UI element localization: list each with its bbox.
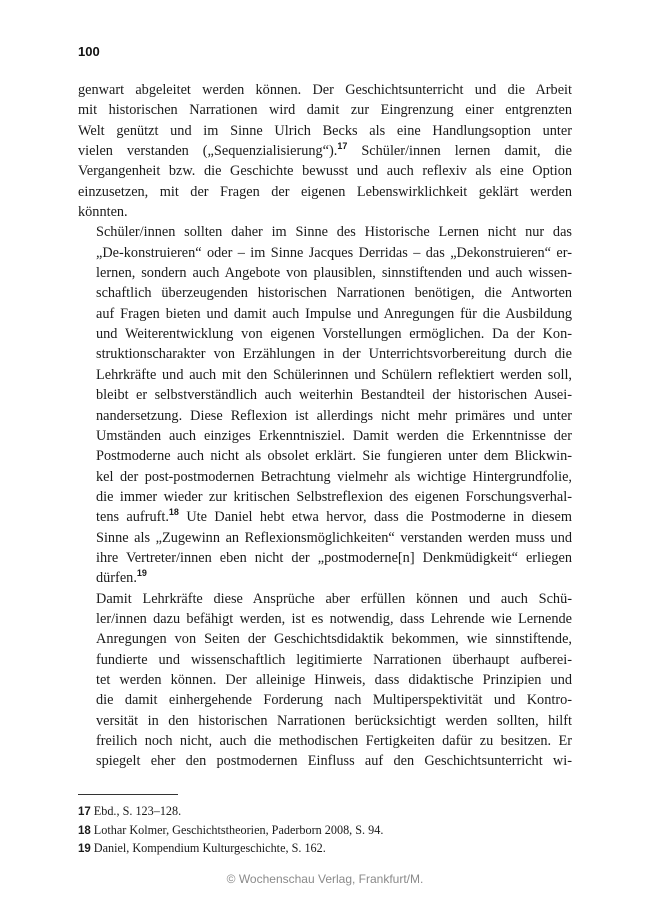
text-line: [78, 202, 572, 222]
paragraph: [78, 589, 572, 772]
text-run: dürfen.: [96, 570, 137, 587]
text-line: [78, 568, 572, 588]
paragraph: [78, 80, 572, 222]
text-run: Ute Daniel hebt etwa hervor, dass die Postmoderne in diesem: [178, 509, 572, 526]
text-run: die immer wieder zur kritischen Selbstreflexion des eigenen Forschungsverhal-: [96, 488, 572, 505]
text-line: [78, 385, 572, 405]
text-line: [78, 263, 572, 283]
text-run: Damit Lehrkräfte diese Ansprüche aber erfüllen können und auch Schü-: [96, 590, 572, 607]
text-line: [78, 731, 572, 751]
text-line: [78, 344, 572, 364]
page-number: 100: [78, 44, 100, 59]
text-run: Schüler/innen lernen damit, die: [347, 143, 572, 160]
footnote-number: 17: [78, 806, 91, 818]
text-line: [78, 650, 572, 670]
footnote-reference[interactable]: 18: [168, 507, 179, 518]
text-line: [78, 751, 572, 771]
footnote-number: 18: [78, 824, 91, 837]
text-run: ihre Vertreter/innen eben nicht der „postmoderne[n] Denkmüdigkeit“ erliegen: [96, 549, 572, 566]
text-run: tens aufruft.: [96, 509, 169, 526]
text-run: könnten.: [78, 204, 128, 221]
text-line: [78, 548, 572, 568]
text-run: spiegelt eher den postmodernen Einfluss auf den Geschichtsunterricht wi-: [96, 753, 572, 770]
text-run: lernen, sondern auch Angebote von plausiblen, sinnstiftenden und auch wissen-: [96, 265, 572, 282]
paragraph: [78, 222, 572, 588]
text-run: kel der post-postmodernen Betrachtung vielmehr als wichtige Hintergrundfolie,: [96, 468, 572, 485]
text-run: Welt genützt und im Sinne Ulrich Becks als eine Handlungsoption unter: [78, 122, 572, 139]
text-run: tet werden können. Der alleinige Hinweis, dass didaktische Prinzipien und: [96, 671, 572, 688]
text-line: [78, 426, 572, 446]
text-line: [78, 487, 572, 507]
text-line: [78, 467, 572, 487]
footnote-text: Daniel, Kompendium Kulturgeschichte, S. 162.: [93, 841, 326, 855]
text-line: [78, 121, 572, 141]
text-line: [78, 222, 572, 242]
text-run: Vergangenheit bzw. die Geschichte bewusst und auch reflexiv als eine Option: [78, 163, 572, 180]
text-run: nandersetzung. Diese Reflexion ist allerdings nicht mehr primäres und unter: [96, 407, 572, 424]
copyright-notice: © Wochenschau Verlag, Frankfurt/M.: [226, 872, 424, 886]
text-line: [78, 141, 572, 161]
footnote-reference[interactable]: 17: [337, 141, 348, 152]
text-line: [78, 629, 572, 649]
text-run: Postmoderne auch nicht als obsolet erklärt. Sie fungieren unter dem Blickwin-: [96, 448, 572, 465]
footnote-reference[interactable]: 19: [136, 568, 147, 579]
text-run: mit historischen Narrationen wird damit zur Eingrenzung einer entgrenzten: [78, 102, 572, 119]
text-line: [78, 446, 572, 466]
footnotes: [78, 803, 572, 859]
text-run: ler/innen dazu befähigt werden, ist es notwendig, dass Lehrende wie Lernende: [96, 610, 572, 627]
text-run: die damit einhergehende Forderung nach Multiperspektivität und Kontro-: [96, 692, 572, 709]
text-run: Lehrkräfte und auch mit den Schülerinnen und Schülern reflektiert werden soll,: [96, 366, 572, 383]
text-line: [78, 80, 572, 100]
text-run: freilich noch nicht, auch die methodischen Fertigkeiten dafür zu besitzen. Er: [96, 733, 572, 749]
text-line: [78, 365, 572, 385]
text-run: Schüler/innen sollten daher im Sinne des Historische Lernen nicht nur das: [96, 224, 572, 241]
text-line: [78, 182, 572, 202]
text-line: [78, 100, 572, 120]
text-run: schaftlich überzeugenden historischen Narrationen benötigen, die Antworten: [96, 285, 572, 302]
text-run: struktionscharakter von Erzählungen in der Unterrichtsvorbereitung durch die: [96, 346, 572, 363]
footnote: [78, 803, 572, 822]
text-run: und Weiterentwicklung von eigenen Vorstellungen ermöglichen. Da der Kon-: [96, 326, 572, 343]
text-line: [78, 528, 572, 548]
text-run: auf Fragen bieten und damit auch Impulse und Anregungen für die Ausbildung: [96, 305, 572, 322]
text-line: [78, 507, 572, 527]
text-line: [78, 283, 572, 303]
text-line: [78, 609, 572, 629]
text-run: „De-konstruieren“ oder – im Sinne Jacques Derridas – das „Dekonstruieren“ er-: [96, 244, 572, 261]
text-line: [78, 589, 572, 609]
text-run: fundierte und wissenschaftlich legitimierte Narrationen überhaupt aufberei-: [96, 651, 572, 668]
footnote-text: Ebd., S. 123–128.: [93, 804, 182, 818]
footnote: [78, 822, 572, 841]
text-line: [78, 711, 572, 731]
text-run: Anregungen von Seiten der Geschichtsdidaktik bekommen, wie sinnstiftende,: [96, 631, 572, 648]
footnote: [78, 840, 572, 859]
text-line: [78, 304, 572, 324]
text-line: [78, 406, 572, 426]
text-run: Umständen auch einziges Erkenntnisziel. Damit werden die Erkenntnisse der: [96, 427, 572, 444]
text-line: [78, 161, 572, 181]
text-line: [78, 243, 572, 263]
footnote-divider: [78, 794, 178, 795]
footnote-text: Lothar Kolmer, Geschichtstheorien, Paderborn 2008, S. 94.: [93, 822, 384, 837]
text-run: bleibt er selbstverständlich auch weiterhin Bestandteil der historischen Ausei-: [96, 387, 572, 404]
text-run: versität in den historischen Narrationen berücksichtigt werden sollten, hilft: [96, 712, 572, 729]
footnote-number: 19: [78, 843, 91, 855]
text-run: einzusetzen, mit der Fragen der eigenen Lebenswirklichkeit geklärt werden: [78, 183, 572, 200]
text-line: [78, 670, 572, 690]
text-run: vielen verstanden („Sequenzialisierung“).: [78, 143, 338, 160]
text-run: Sinne als „Zugewinn an Reflexionsmöglichkeiten“ verstanden werden muss und: [96, 529, 572, 546]
text-run: genwart abgeleitet werden können. Der Geschichtsunterricht und die Arbeit: [78, 82, 572, 98]
text-line: [78, 690, 572, 710]
body-text: [78, 80, 572, 772]
text-line: [78, 324, 572, 344]
